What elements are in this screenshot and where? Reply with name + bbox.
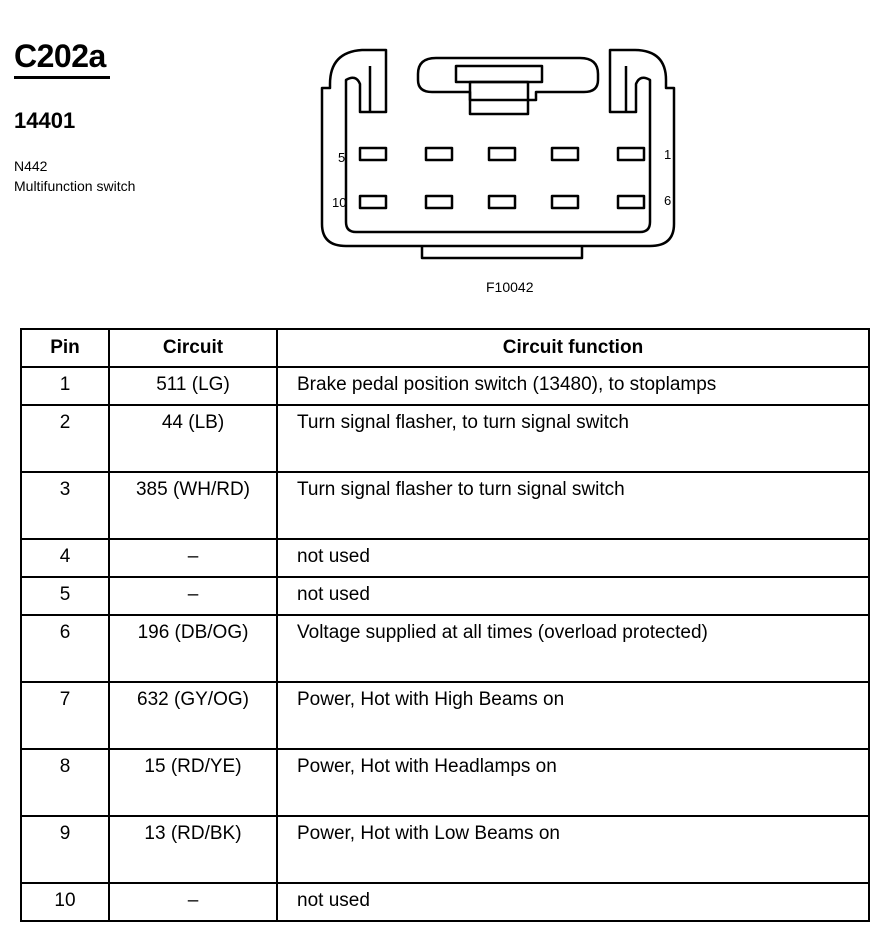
component-description: Multifunction switch (14, 178, 136, 194)
function-cell: Power, Hot with High Beams on (277, 682, 869, 749)
component-code: N442 (14, 158, 48, 174)
pin-cell: 5 (21, 577, 109, 615)
connector-title: C202a (14, 38, 106, 74)
pin-cell: 8 (21, 749, 109, 816)
table-row (21, 749, 869, 816)
figure-id: F10042 (486, 279, 534, 295)
table-row (21, 682, 869, 749)
part-number: 14401 (14, 108, 76, 133)
table-row (21, 405, 869, 472)
circuit-cell: 511 (LG) (109, 367, 277, 405)
pin-cell: 1 (21, 367, 109, 405)
function-cell: Brake pedal position switch (13480), to stoplamps (277, 367, 869, 405)
pin-cell: 9 (21, 816, 109, 883)
table-row (21, 367, 869, 405)
circuit-cell: 632 (GY/OG) (109, 682, 277, 749)
pin-label-6: 6 (664, 193, 672, 208)
title-underline (14, 76, 110, 79)
pin-cell: 2 (21, 405, 109, 472)
function-cell: not used (277, 883, 869, 921)
table-row (21, 539, 869, 577)
table-row (21, 816, 869, 883)
function-cell: Power, Hot with Headlamps on (277, 749, 869, 816)
circuit-cell: – (109, 577, 277, 615)
circuit-cell: – (109, 539, 277, 577)
pinout-table (20, 328, 870, 922)
pin-cell: 7 (21, 682, 109, 749)
pin-cell: 3 (21, 472, 109, 539)
function-cell: Turn signal flasher to turn signal switch (277, 472, 869, 539)
circuit-cell: 196 (DB/OG) (109, 615, 277, 682)
function-cell: Power, Hot with Low Beams on (277, 816, 869, 883)
function-cell: Turn signal flasher, to turn signal switch (277, 405, 869, 472)
table-row (21, 577, 869, 615)
connector-face-diagram (318, 44, 678, 264)
pin-label-10: 10 (332, 195, 347, 210)
table-row (21, 472, 869, 539)
column-header-circuit: Circuit (109, 329, 277, 367)
pin-cell: 6 (21, 615, 109, 682)
table-row (21, 615, 869, 682)
circuit-cell: 15 (RD/YE) (109, 749, 277, 816)
function-cell: not used (277, 577, 869, 615)
pin-label-5: 5 (338, 150, 346, 165)
pin-cell: 4 (21, 539, 109, 577)
function-cell: not used (277, 539, 869, 577)
circuit-cell: 385 (WH/RD) (109, 472, 277, 539)
column-header-function: Circuit function (277, 329, 869, 367)
column-header-pin: Pin (21, 329, 109, 367)
table-row (21, 883, 869, 921)
pin-label-1: 1 (664, 147, 672, 162)
circuit-cell: 44 (LB) (109, 405, 277, 472)
pin-cell: 10 (21, 883, 109, 921)
table-header-row (21, 329, 869, 367)
circuit-cell: 13 (RD/BK) (109, 816, 277, 883)
circuit-cell: – (109, 883, 277, 921)
function-cell: Voltage supplied at all times (overload protected) (277, 615, 869, 682)
